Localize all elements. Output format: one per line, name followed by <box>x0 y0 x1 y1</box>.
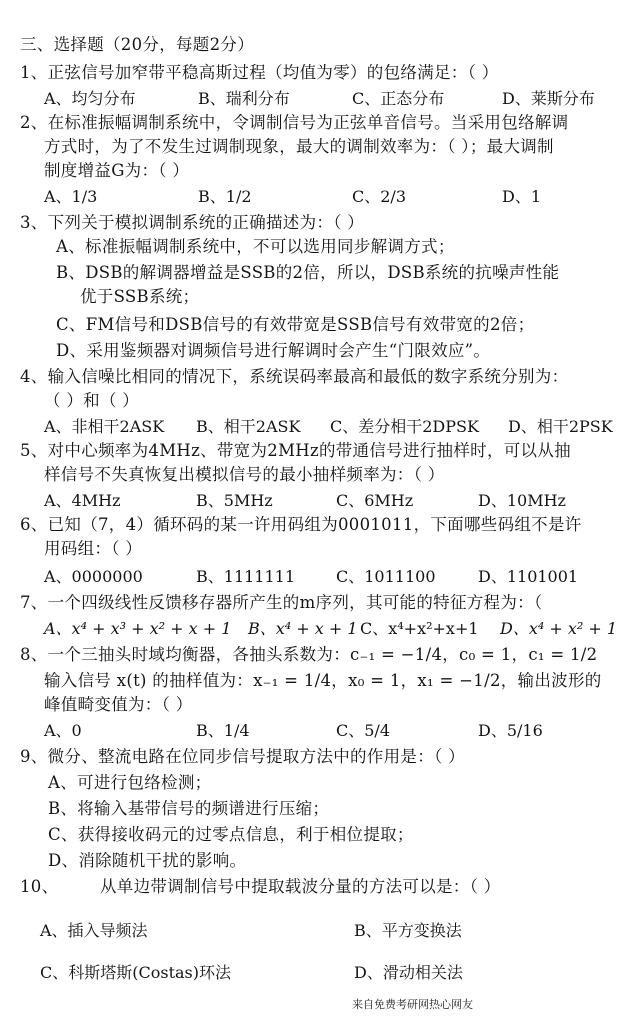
q8-option-c: C、5/4 <box>336 721 390 740</box>
question-4-stem-line-2: （ ）和（ ） <box>44 391 140 410</box>
q3-item-b: B、DSB的解调器增益是SSB的2倍，所以，DSB系统的抗噪声性能 <box>56 263 560 282</box>
question-4-stem-line-1: 4、输入信噪比相同的情况下，系统误码率最高和最低的数字系统分别为： <box>20 367 569 386</box>
question-6-stem-line-2: 用码组：（ ） <box>44 539 143 558</box>
q3-item-c: C、FM信号和DSB信号的有效带宽是SSB信号有效带宽的2倍； <box>56 315 535 334</box>
q3-item-d: D、采用鉴频器对调频信号进行解调时会产生“门限效应”。 <box>56 341 491 360</box>
q7-option-b: B、x⁴ + x + 1 <box>248 619 358 638</box>
q1-option-d: D、莱斯分布 <box>502 89 595 108</box>
q2-option-d: D、1 <box>502 187 542 206</box>
q3-item-a: A、标准振幅调制系统中，不可以选用同步解调方式； <box>56 237 455 256</box>
question-1-stem: 1、正弦信号加窄带平稳高斯过程（均值为零）的包络满足：（ ） <box>20 63 499 82</box>
q4-option-a: A、非相干2ASK <box>44 417 165 436</box>
q2-option-c: C、2/3 <box>352 187 406 206</box>
q10-option-a: A、插入导频法 <box>40 921 148 940</box>
q8-option-b: B、1/4 <box>196 721 250 740</box>
q9-item-b: B、将输入基带信号的频谱进行压缩； <box>48 799 330 818</box>
q4-option-b: B、相干2ASK <box>196 417 301 436</box>
q5-option-d: D、10MHz <box>478 491 566 510</box>
q10-option-c: C、科斯塔斯(Costas)环法 <box>40 963 231 982</box>
q2-option-b: B、1/2 <box>198 187 252 206</box>
q9-item-a: A、可进行包络检测； <box>48 773 212 792</box>
section-title: 三、选择题（20分，每题2分） <box>20 35 254 54</box>
q8-option-a: A、0 <box>44 721 82 740</box>
q2-option-a: A、1/3 <box>44 187 98 206</box>
q7-option-c: C、x⁴+x²+x+1 <box>360 619 479 638</box>
question-2-stem-line-3: 制度增益G为：（ ） <box>44 161 190 180</box>
question-9-stem: 9、微分、整流电路在位同步信号提取方法中的作用是：（ ） <box>20 747 465 766</box>
question-5-stem-line-1: 5、对中心频率为4MHz、带宽为2MHz的带通信号进行抽样时，可以从抽 <box>20 441 571 460</box>
q9-item-c: C、获得接收码元的过零点信息，利于相位提取； <box>48 825 414 844</box>
q5-option-c: C、6MHz <box>336 491 414 510</box>
question-8-stem-line-3: 峰值畸变值为：（ ） <box>44 695 193 714</box>
q6-option-d: D、1101001 <box>478 567 579 586</box>
q4-option-c: C、差分相干2DPSK <box>330 417 479 436</box>
source-footer: 来自免费考研网热心网友 <box>352 998 473 1011</box>
question-2-stem-line-2: 方式时，为了不发生过调制现象，最大的调制效率为：（ ）；最大调制 <box>44 137 554 156</box>
q9-item-d: D、消除随机干扰的影响。 <box>48 851 247 870</box>
question-10-number: 10、 <box>20 877 59 896</box>
question-10-stem: 从单边带调制信号中提取载波分量的方法可以是：（ ） <box>100 877 501 896</box>
q1-option-c: C、正态分布 <box>352 89 445 108</box>
q5-option-b: B、5MHz <box>196 491 273 510</box>
q6-option-c: C、1011100 <box>336 567 436 586</box>
q6-option-a: A、0000000 <box>44 567 143 586</box>
q1-option-b: B、瑞利分布 <box>198 89 290 108</box>
question-5-stem-line-2: 样信号不失真恢复出模拟信号的最小抽样频率为：（ ） <box>44 465 445 484</box>
question-3-stem: 3、下列关于模拟调制系统的正确描述为：（ ） <box>20 213 365 232</box>
q10-option-d: D、滑动相关法 <box>354 963 463 982</box>
q4-option-d: D、相干2PSK <box>508 417 613 436</box>
question-2-stem-line-1: 2、在标准振幅调制系统中，令调制信号为正弦单音信号。当采用包络解调 <box>20 113 569 132</box>
question-8-stem-line-1: 8、一个三抽头时域均衡器，各抽头系数为：c₋₁ = −1/4，c₀ = 1，c₁ = 1/2 <box>20 645 598 664</box>
q6-option-b: B、1111111 <box>196 567 296 586</box>
question-6-stem-line-1: 6、已知（7，4）循环码的某一许用码组为0001011，下面哪些码组不是许 <box>20 515 582 534</box>
q7-option-d: D、x⁴ + x² + 1 <box>500 619 618 638</box>
q1-option-a: A、均匀分布 <box>44 89 136 108</box>
q8-option-d: D、5/16 <box>478 721 543 740</box>
q3-item-b-cont: 优于SSB系统； <box>80 287 200 306</box>
question-8-stem-line-2: 输入信号 x(t) 的抽样值为：x₋₁ = 1/4，x₀ = 1，x₁ = −1/2，输出波形的 <box>44 671 602 690</box>
q5-option-a: A、4MHz <box>44 491 121 510</box>
question-7-stem: 7、一个四级线性反馈移存器所产生的m序列，其可能的特征方程为：（ <box>20 593 543 612</box>
q7-option-a: A、x⁴ + x³ + x² + x + 1 <box>44 619 232 638</box>
q10-option-b: B、平方变换法 <box>354 921 462 940</box>
